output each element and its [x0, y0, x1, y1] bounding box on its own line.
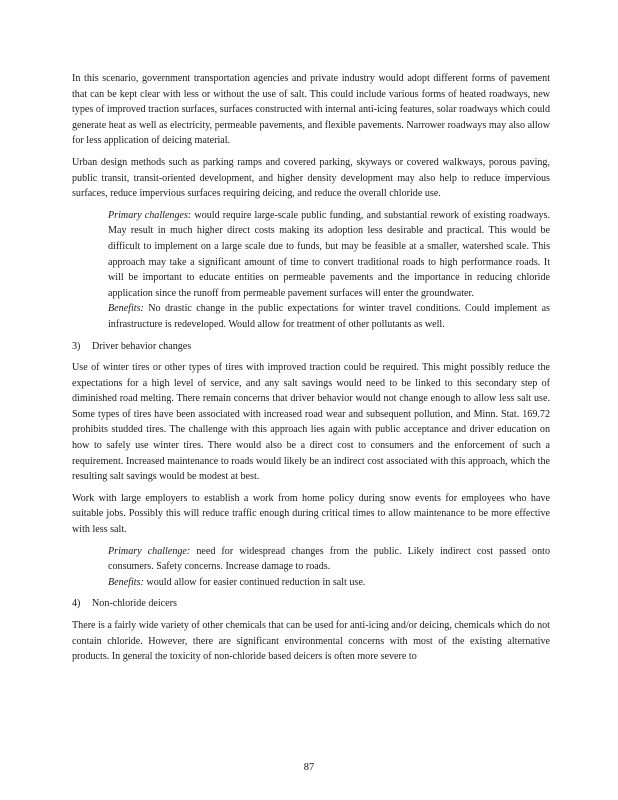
list-item-benefits — [72, 575, 550, 591]
bullet-label: Benefits: — [108, 576, 144, 588]
paragraph-urban-design: Urban design methods such as parking ramps and covered parking, skyways or covered walkways, porous paving, public transit, transit-oriented development, and higher density development may also help to reduce impervious surfaces, reduce impervious surfaces requiring deicing, and reduce the overall chloride use. — [72, 156, 550, 200]
bullet-text: need for widespread changes from the public. Likely indirect cost passed onto consumers. Safety concerns. Increase damage to roads. — [108, 545, 550, 573]
bullet-list-driver-behavior — [72, 544, 550, 591]
paragraph-winter-tires: Use of winter tires or other types of tires with improved traction could be required. This might possibly reduce the expectations for a high level of service, and any salt savings would need to be linked to this secondary step of diminished road melting. There remain concerns that driver behavior would not change enough to allow less salt use. Some types of tires have been associated with increased road wear and subsequent pollution, and Minn. Stat. 169.72 prohibits studded tires. The challenge with this approach lies again with public acceptance and driver education on how to safely use winter tires. There would also be a direct cost to consumers and the enforcement of such a requirement. Increased maintenance to roads would likely be an indirect cost associated with this approach, which the resulting salt savings would be modest at best. — [72, 362, 550, 483]
bullet-text: would allow for easier continued reduction in salt use. — [143, 576, 366, 588]
list-item-benefits — [72, 301, 550, 332]
section-title: Driver behavior changes — [92, 340, 192, 352]
section-title: Non-chloride deicers — [92, 598, 177, 610]
page-number: 87 — [303, 762, 315, 773]
list-item-primary-challenge — [72, 544, 550, 575]
bullet-text: No drastic change in the public expectations for winter travel conditions. Could implement as infrastructure is redeveloped. Would allow for treatment of other pollutants as well. — [108, 303, 550, 330]
paragraph-pavement-scenario: In this scenario, government transportation agencies and private industry would adopt different forms of pavement that can be kept clear with less or without the use of salt. This could include various forms of heated roadways, new types of improved traction surfaces, surfaces constructed with internal anti-icing features, solar roadways which could generate heat as well as electricity, permeable pavements, and flexible pavements. Narrower roadways may also allow for less application of deicing material. — [72, 73, 550, 147]
list-item-primary-challenges — [72, 208, 550, 302]
section-number: 4) — [72, 598, 81, 610]
page-body — [72, 71, 550, 671]
bullet-text: would require large-scale public funding, and substantial rework of existing roadways. May result in much higher direct costs making its adoption less desirable and practical. This would be difficult to implement on a large scale due to funds, but may be feasible at a smaller, watershed scale. This approach may take a significant amount of time to convert traditional roads to high performance roads. It will be important to educate entities on permeable pavements and the importance in reducing chloride application since the runoff from permeable pavement surfaces will enter the groundwater. — [108, 209, 550, 299]
bullet-label: Primary challenges: — [108, 209, 192, 221]
paragraph-work-from-home: Work with large employers to establish a work from home policy during snow events for employees who have suitable jobs. Possibly this will reduce traffic enough during critical times to allow maintenance to be more effective with less salt. — [72, 492, 550, 536]
bullet-list-pavement — [72, 208, 550, 333]
section-number: 3) — [72, 340, 81, 352]
section-heading-non-chloride — [72, 596, 550, 612]
paragraph-non-chloride-deicers: There is a fairly wide variety of other chemicals that can be used for anti-icing and/or deicing, chemicals which do not contain chloride. However, there are significant environmental concerns with most of the existing alternative products. In general the toxicity of non-chloride based deicers is often more severe to — [72, 620, 550, 663]
bullet-label: Benefits: — [108, 303, 144, 315]
section-heading-driver-behavior — [72, 339, 550, 355]
bullet-label: Primary challenge: — [108, 545, 191, 557]
